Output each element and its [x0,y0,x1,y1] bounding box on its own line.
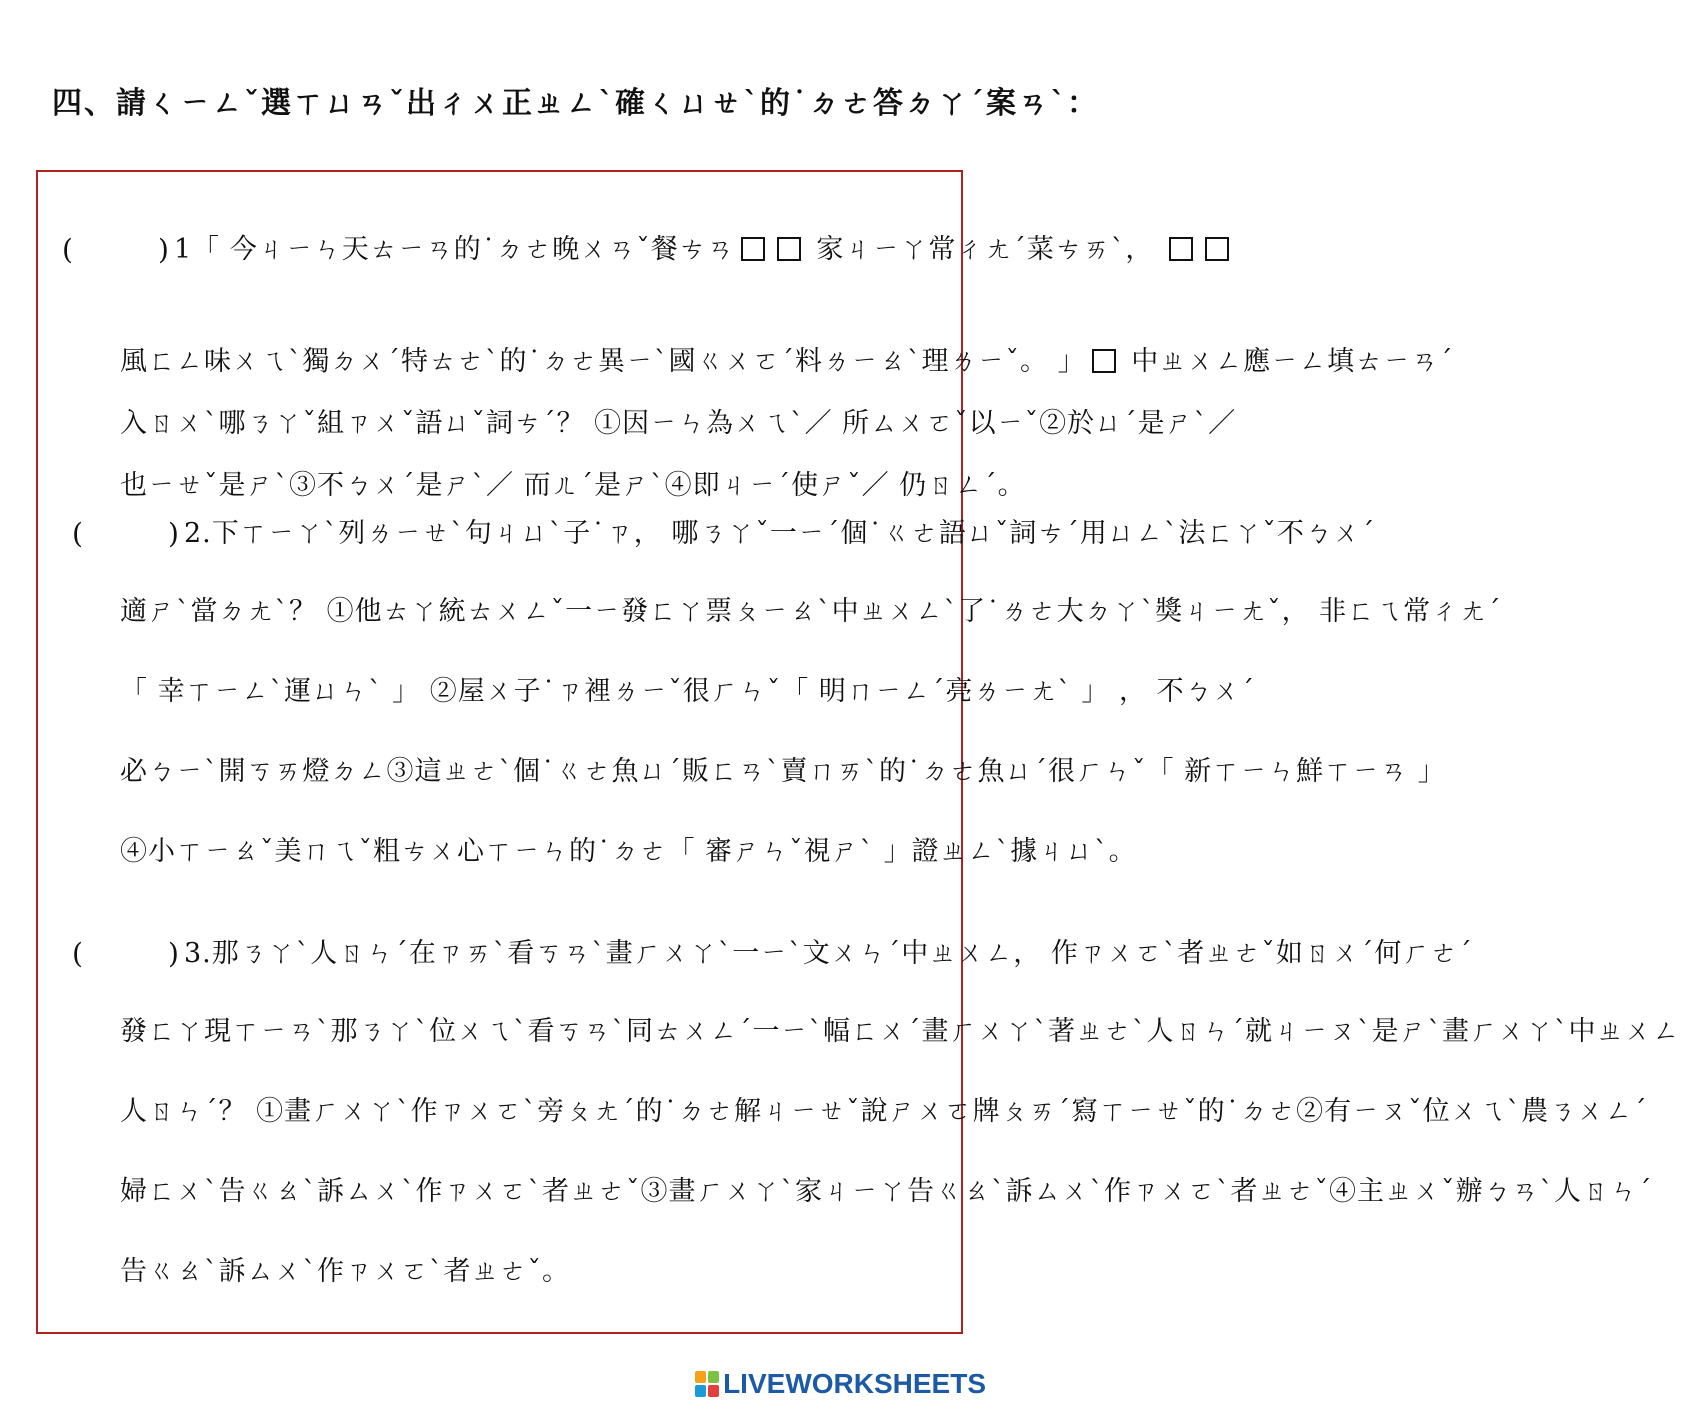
questions-frame [36,170,1681,1334]
question-3-line-5: 告ㄍㄠˋ訴ㄙㄨˋ作ㄗㄨㄛˋ者ㄓㄜˇ。 [120,1256,570,1287]
question-2-line-4: 必ㄅㄧˋ開ㄎㄞ燈ㄉㄥ③這ㄓㄜˋ個˙ㄍㄜ魚ㄩˊ販ㄈㄢˋ賣ㄇㄞˋ的˙ㄉㄜ魚ㄩˊ很ㄏㄣˇ「 新ㄒㄧㄣ鮮ㄒㄧㄢ 」 [120,756,1446,787]
question-1-line-3: 入ㄖㄨˋ哪ㄋㄚˇ組ㄗㄨˇ語ㄩˇ詞ㄘˊ？ ①因ㄧㄣ為ㄨㄟˋ／ 所ㄙㄨㄛˇ以ㄧˇ②於ㄩˊ是ㄕˋ／ [120,408,1237,439]
liveworksheets-logo [695,1368,986,1400]
question-1-stem: 1「 今ㄐㄧㄣ天ㄊㄧㄢ的˙ㄉㄜ晚ㄨㄢˇ餐ㄘㄢ [174,234,735,265]
question-2-line-5: ④小ㄒㄧㄠˇ美ㄇㄟˇ粗ㄘㄨ心ㄒㄧㄣ的˙ㄉㄜ「 審ㄕㄣˇ視ㄕˋ 」證ㄓㄥˋ據ㄐㄩˋ。 [120,836,1137,867]
liveworksheets-logo-text: LIVEWORKSHEETS [723,1368,986,1399]
blank-box [1205,237,1229,261]
question-1 [38,224,1454,501]
question-2-line-2: 適ㄕˋ當ㄉㄤˋ？ ①他ㄊㄚ統ㄊㄨㄥˇ一ㄧ發ㄈㄚ票ㄆㄧㄠˋ中ㄓㄨㄥˋ了˙ㄌㄜ大ㄉㄚˋ獎ㄐㄧㄤˇ， 非ㄈㄟ常ㄔㄤˊ [120,596,1502,627]
question-2-stem: 2.下ㄒㄧㄚˋ列ㄌㄧㄝˋ句ㄐㄩˋ子˙ㄗ， 哪ㄋㄚˇ一ㄧˊ個˙ㄍㄜ語ㄩˇ詞ㄘˊ用ㄩㄥˋ法ㄈㄚˇ不ㄅㄨˊ [184,518,1376,549]
liveworksheets-logo-icon [695,1371,719,1397]
answer-paren-open: ( [62,233,73,266]
blank-box [1169,237,1193,261]
question-1-text [174,236,1235,263]
blank-box [1092,349,1116,373]
answer-paren-close: ) [168,517,179,550]
section-heading: 四、請ㄑㄧㄥˇ選ㄒㄩㄢˇ出ㄔㄨ正ㄓㄥˋ確ㄑㄩㄝˋ的˙ㄉㄜ答ㄉㄚˊ案ㄢˋ： [52,86,1099,121]
question-2-line-3: 「 幸ㄒㄧㄥˋ運ㄩㄣˋ 」 ②屋ㄨ子˙ㄗ裡ㄌㄧˇ很ㄏㄣˇ「 明ㄇㄧㄥˊ亮ㄌㄧㄤˋ 」 ， 不ㄅㄨˊ [120,676,1256,707]
answer-paren-close: ) [168,937,179,970]
question-1-line-4: 也ㄧㄝˇ是ㄕˋ③不ㄅㄨˊ是ㄕˋ／ 而ㄦˊ是ㄕˋ④即ㄐㄧˊ使ㄕˇ／ 仍ㄖㄥˊ。 [120,470,1026,501]
question-3-line-4: 婦ㄈㄨˋ告ㄍㄠˋ訴ㄙㄨˋ作ㄗㄨㄛˋ者ㄓㄜˇ③畫ㄏㄨㄚˋ家ㄐㄧㄚ告ㄍㄠˋ訴ㄙㄨˋ作ㄗㄨㄛˋ者ㄓㄜˇ④主ㄓㄨˇ辦ㄅㄢˋ人ㄖㄣˊ [120,1176,1653,1207]
question-2 [38,508,1502,867]
question-3-stem: 3.那ㄋㄚˋ人ㄖㄣˊ在ㄗㄞˋ看ㄎㄢˋ畫ㄏㄨㄚˋ一ㄧˋ文ㄨㄣˊ中ㄓㄨㄥ， 作ㄗㄨㄛˋ者ㄓㄜˇ如ㄖㄨˊ何ㄏㄜˊ [184,938,1473,969]
answer-paren-open: ( [72,517,83,550]
question-1-line-2-tail: 中ㄓㄨㄥ應ㄧㄥ填ㄊㄧㄢˊ [1131,346,1454,377]
question-3-line-2: 發ㄈㄚ現ㄒㄧㄢˋ那ㄋㄚˋ位ㄨㄟˋ看ㄎㄢˋ同ㄊㄨㄥˊ一ㄧˋ幅ㄈㄨˊ畫ㄏㄨㄚˋ著ㄓㄜˋ人ㄖㄣˊ就ㄐㄧㄡˋ是ㄕˋ畫ㄏㄨㄚˋ中ㄓㄨㄥ [120,1016,1681,1047]
answer-paren-open: ( [72,937,83,970]
question-1-line-2-text: 風ㄈㄥ味ㄨㄟˋ獨ㄉㄨˊ特ㄊㄜˋ的˙ㄉㄜ異ㄧˋ國ㄍㄨㄛˊ料ㄌㄧㄠˋ理ㄌㄧˇ。 」 [120,346,1086,377]
answer-paren-close: ) [158,233,169,266]
question-3-line-3: 人ㄖㄣˊ？ ①畫ㄏㄨㄚˋ作ㄗㄨㄛˋ旁ㄆㄤˊ的˙ㄉㄜ解ㄐㄧㄝˇ說ㄕㄨㄛ牌ㄆㄞˊ寫ㄒㄧㄝˇ的˙ㄉㄜ②有ㄧㄡˇ位ㄨㄟˋ農ㄋㄨㄥˊ [120,1096,1648,1127]
question-1-line-2 [120,348,1454,375]
question-3 [38,928,1681,1287]
blank-box [741,237,765,261]
question-1-stem-tail: 家ㄐㄧㄚ常ㄔㄤˊ菜ㄘㄞˋ， [816,234,1154,265]
blank-box [777,237,801,261]
